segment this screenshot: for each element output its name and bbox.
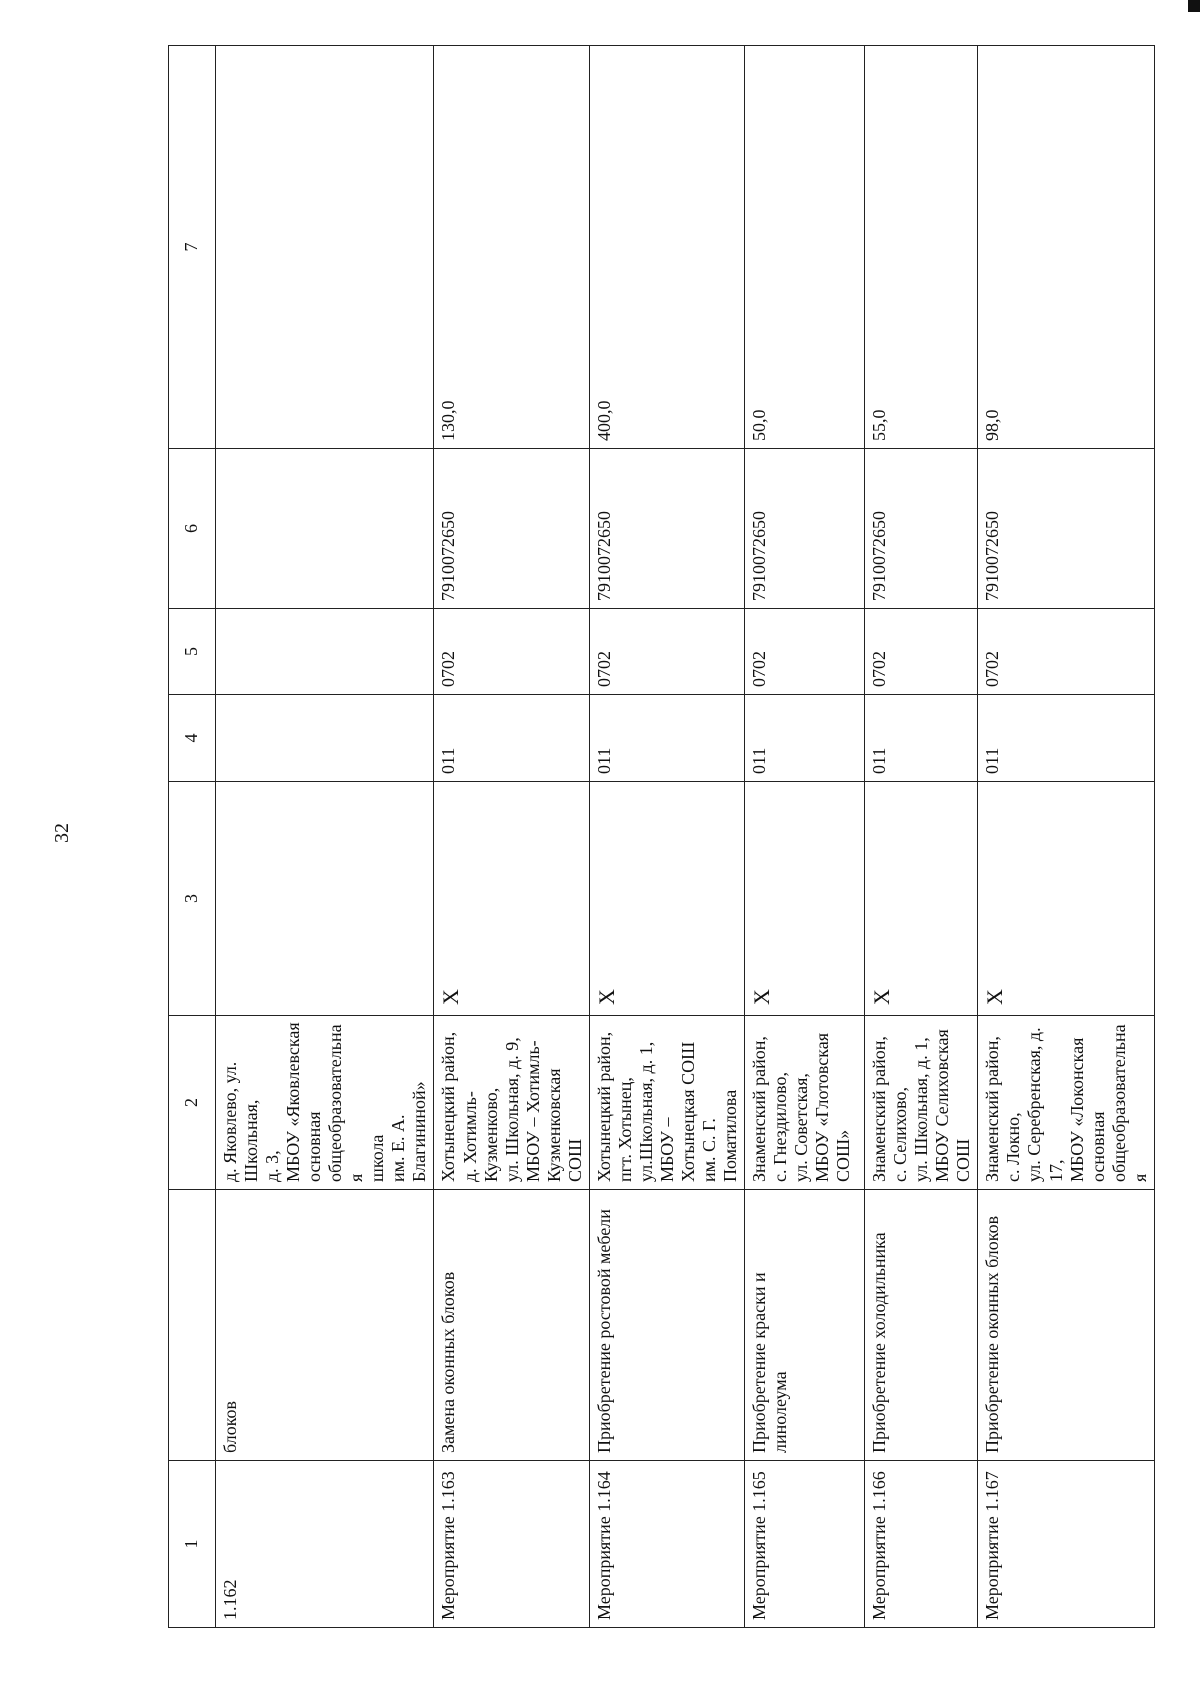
address-line: МБОУ – Хотынецкая СОШ: [656, 1041, 698, 1182]
section-cell: 0702: [589, 609, 744, 695]
table-row: [865, 46, 978, 1628]
header-cell-3: 2: [169, 1016, 216, 1190]
activity-description-cell: Приобретение ростовой мебели: [589, 1190, 744, 1461]
activity-number-cell: Мероприятие 1.165: [745, 1461, 865, 1628]
header-cell-8: 7: [169, 46, 216, 449]
header-row: [169, 46, 216, 1628]
table-header: [169, 46, 216, 1628]
address-line: ул. Школьная, д. 9,: [501, 1037, 522, 1182]
activity-number-cell: Мероприятие 1.167: [978, 1461, 1154, 1628]
address-line: д. Хотимль-Кузменково,: [459, 1087, 501, 1182]
header-cell-1: 1: [169, 1461, 216, 1628]
rotated-table-container: [168, 46, 1150, 1628]
target-article-cell: 7910072650: [978, 449, 1154, 609]
amount-cell: 130,0: [434, 46, 589, 449]
address-line: пгт. Хотынец,: [614, 1077, 635, 1182]
address-cell: [865, 1016, 978, 1190]
address-line: д. Яковлево, ул. Школьная,: [220, 1061, 262, 1182]
activity-description-cell: блоков: [216, 1190, 434, 1461]
section-cell: [216, 609, 434, 695]
address-line: с. Локно,: [1003, 1112, 1024, 1182]
table-row: [745, 46, 865, 1628]
section-cell: 0702: [978, 609, 1154, 695]
activity-description-cell: Приобретение краски и линолеума: [745, 1190, 865, 1461]
address-line: ул.Школьная, д. 1,: [635, 1041, 656, 1182]
target-article-cell: 7910072650: [434, 449, 589, 609]
address-line: Хотынецкий район,: [593, 1031, 614, 1182]
address-line: им. С. Г. Поматилова: [699, 1089, 741, 1182]
table-body: [216, 46, 1155, 1628]
code-cell: 011: [745, 695, 865, 782]
address-line: ул. Серебренская, д. 17,: [1024, 1027, 1066, 1182]
amount-cell: 98,0: [978, 46, 1154, 449]
address-line: МБОУ «Глотовская СОШ»: [812, 1032, 854, 1182]
address-line: Кузменковская СОШ: [543, 1068, 585, 1182]
activity-description-cell: Приобретение холодильника: [865, 1190, 978, 1461]
activity-number-cell: Мероприятие 1.163: [434, 1461, 589, 1628]
header-cell-6: 5: [169, 609, 216, 695]
header-cell-4: 3: [169, 782, 216, 1016]
header-cell-5: 4: [169, 695, 216, 782]
header-cell-7: 6: [169, 449, 216, 609]
table-row: [978, 46, 1154, 1628]
address-line: школа: [367, 1134, 388, 1182]
address-line: ул. Советская,: [791, 1073, 812, 1182]
page-number: 32: [51, 823, 73, 843]
address-cell: [434, 1016, 589, 1190]
address-line: основная: [1087, 1111, 1108, 1182]
section-cell: 0702: [865, 609, 978, 695]
amount-cell: [216, 46, 434, 449]
code-cell: 011: [434, 695, 589, 782]
address-cell: [978, 1016, 1154, 1190]
address-line: МБОУ – Хотимль-: [522, 1040, 543, 1182]
target-article-cell: 7910072650: [745, 449, 865, 609]
mark-cell: Х: [589, 782, 744, 1016]
table-row: [216, 46, 434, 1628]
code-cell: 011: [978, 695, 1154, 782]
scan-edge-mark: [1188, 0, 1200, 12]
address-line: с. Селихово,: [890, 1086, 911, 1182]
address-line: д. 3,: [262, 1150, 283, 1182]
target-article-cell: [216, 449, 434, 609]
target-article-cell: 7910072650: [589, 449, 744, 609]
code-cell: 011: [865, 695, 978, 782]
address-line: МБОУ Селиховская СОШ: [932, 1029, 974, 1182]
address-line: Знаменский район,: [982, 1036, 1003, 1182]
address-line: Знаменский район,: [869, 1036, 890, 1182]
address-line: Знаменский район,: [749, 1036, 770, 1182]
amount-cell: 55,0: [865, 46, 978, 449]
code-cell: [216, 695, 434, 782]
address-line: общеобразовательная: [325, 1024, 367, 1182]
address-cell: [745, 1016, 865, 1190]
mark-cell: Х: [865, 782, 978, 1016]
activity-number-cell: Мероприятие 1.164: [589, 1461, 744, 1628]
address-line: основная: [304, 1111, 325, 1182]
address-line: МБОУ «Локонская: [1066, 1037, 1087, 1182]
header-cell-2: [169, 1190, 216, 1461]
activity-description-cell: Приобретение оконных блоков: [978, 1190, 1154, 1461]
address-line: ул. Школьная, д. 1,: [911, 1037, 932, 1182]
activity-number-cell: 1.162: [216, 1461, 434, 1628]
address-line: МБОУ «Яковлевская: [283, 1022, 304, 1182]
section-cell: 0702: [745, 609, 865, 695]
budget-activities-table: [168, 45, 1155, 1628]
address-line: общеобразовательная: [1108, 1024, 1150, 1182]
table-row: [589, 46, 744, 1628]
section-cell: 0702: [434, 609, 589, 695]
mark-cell: Х: [434, 782, 589, 1016]
activity-description-cell: Замена оконных блоков: [434, 1190, 589, 1461]
amount-cell: 400,0: [589, 46, 744, 449]
address-cell: [216, 1016, 434, 1190]
code-cell: 011: [589, 695, 744, 782]
mark-cell: [216, 782, 434, 1016]
amount-cell: 50,0: [745, 46, 865, 449]
mark-cell: Х: [745, 782, 865, 1016]
address-line: им. Е. А. Благининой»: [388, 1081, 430, 1182]
mark-cell: Х: [978, 782, 1154, 1016]
address-line: с. Гнездилово,: [770, 1072, 791, 1182]
address-line: Хотынецкий район,: [438, 1031, 459, 1182]
table-row: [434, 46, 589, 1628]
target-article-cell: 7910072650: [865, 449, 978, 609]
activity-number-cell: Мероприятие 1.166: [865, 1461, 978, 1628]
address-cell: [589, 1016, 744, 1190]
